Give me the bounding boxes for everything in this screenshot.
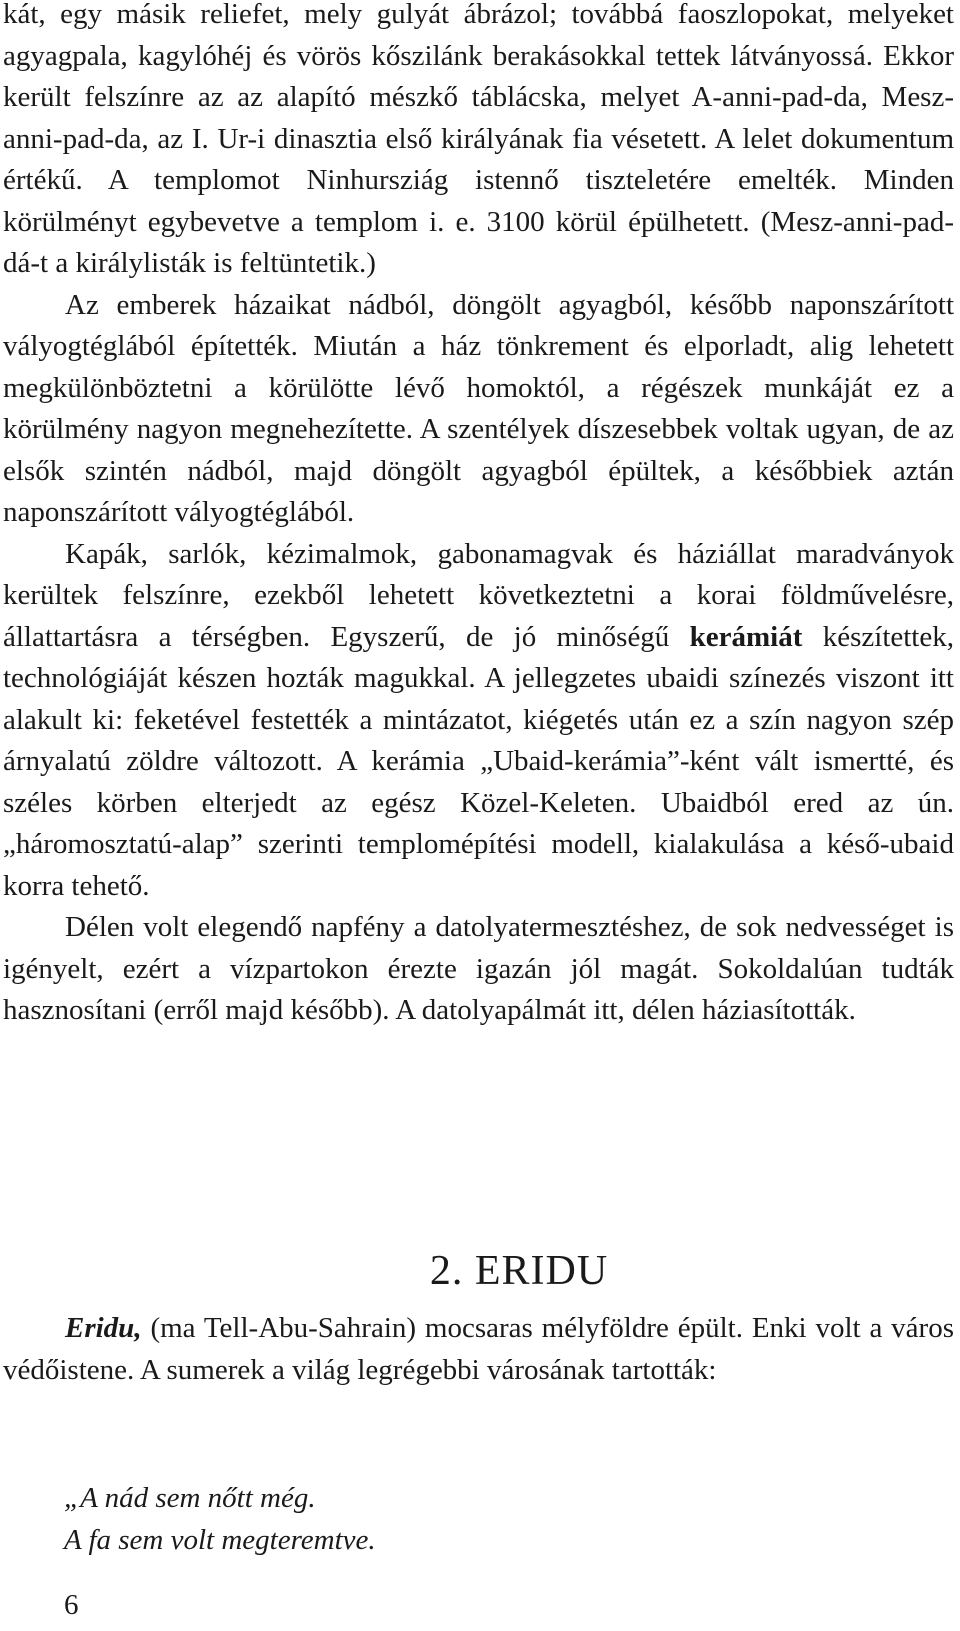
text-run: Az emberek házaikat nádból, döngölt agyagból, később naponszárított vályogtéglából építették. Miután a ház tönkrement és elporladt, alig lehetett megkülönböztetni a körülötte lévő homoktól, a régészek munkáját ez a körülmény nagyon megnehezítette. A szentélyek díszesebbek voltak ugyan, de az elsők szintén nádból, majd döngölt agyagból épültek, a későbbiek aztán naponszárított vályogtéglából. — [3, 288, 954, 528]
poem-quote — [64, 1478, 376, 1561]
paragraph-1 — [3, 0, 954, 285]
section-heading: 2. ERIDU — [429, 1248, 609, 1294]
eridu-text — [3, 1308, 954, 1391]
poem-line: A fa sem volt megteremtve. — [64, 1523, 376, 1556]
emphasized-text: Eridu, — [65, 1312, 142, 1344]
body-text — [3, 0, 954, 1032]
text-run: kát, egy másik reliefet, mely gulyát ábrázol; továbbá faoszlopokat, melyeket agyagpala, kagylóhéj és vörös kőszilánk berakásokkal tettek látványossá. Ekkor került felszínre az az alapító mészkő táblácska, melyet A-anni-pad-da, Mesz-anni-pad-da, az I. Ur-i dinasztia első királyának fia vésetett. A lelet dokumentum értékű. A templomot Ninhursziág istennő tiszteletére emelték. Minden körülményt egybevetve a templom i. e. 3100 körül épülhetett. (Mesz-anni-pad-dá-t a királylisták is feltüntetik.) — [3, 0, 954, 279]
paragraph-2 — [3, 285, 954, 534]
emphasized-text: kerámiát — [689, 620, 803, 653]
text-run: Kapák, sarlók, kézimalmok, gabonamagvak és háziállat maradványok kerültek felszínre, ezekből lehetett következtetni a korai földművelésre, állattartásra a térségben. Egyszerű, de jó minőségű — [3, 537, 954, 653]
poem-line: „A nád sem nőtt még. — [64, 1482, 316, 1514]
text-run: Délen volt elegendő napfény a datolyatermesztéshez, de sok nedvességet is igényelt, ezért a vízpartokon érezte igazán jól magát. Sokoldalúan tudták hasznosítani (erről majd később). A datolyapálmát itt, délen háziasították. — [3, 911, 954, 1026]
text-run: (ma Tell-Abu-Sahrain) mocsaras mélyföldre épült. Enki volt a város védőistene. A sumerek a világ legrégebbi városának tartották: — [3, 1312, 954, 1386]
page-number: 6 — [64, 1589, 79, 1621]
text-run: készítettek, technológiáját készen hozták magukkal. A jellegzetes ubaidi színezés viszont itt alakult ki: feketével festették a mintázatot, kiégetés után ez a szín nagyon szép árnyalatú zöldre változott. A kerámia „Ubaid-kerámia”-ként vált ismertté, és széles körben elterjedt az egész Közel-Keleten. Ubaidból ered az ún. „háromosztatú-alap” szerinti templomépítési modell, kialakulása a késő-ubaid korra tehető. — [3, 620, 954, 902]
paragraph-3 — [3, 534, 954, 908]
paragraph-4 — [3, 907, 954, 1032]
paragraph-eridu — [3, 1308, 954, 1391]
